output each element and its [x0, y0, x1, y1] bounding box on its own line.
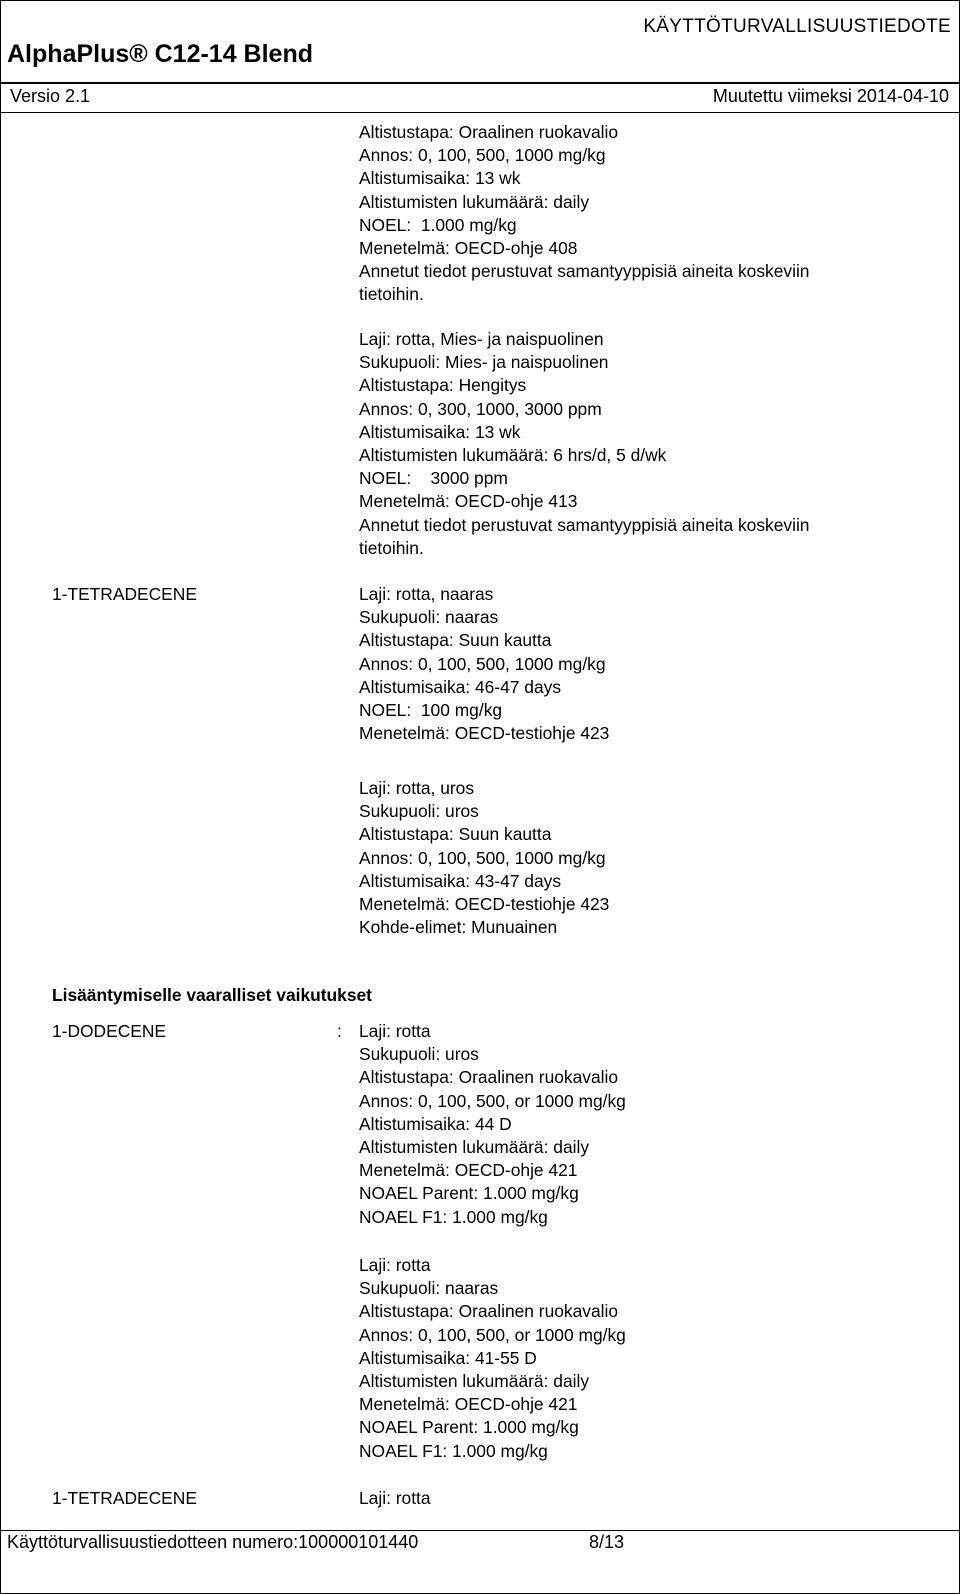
study-line: NOEL: 100 mg/kg [359, 700, 503, 721]
study-line: Annos: 0, 300, 1000, 3000 ppm [359, 398, 602, 419]
study-line: Altistumisaika: 13 wk [359, 421, 521, 442]
study-line: Sukupuoli: uros [359, 801, 479, 822]
study-line: NOEL: 3000 ppm [359, 468, 508, 489]
page-number: 8/13 [589, 1532, 625, 1552]
study-line: Altistustapa: Suun kautta [359, 630, 552, 651]
study-line: Altistustapa: Hengitys [359, 375, 527, 396]
study-line: Sukupuoli: naaras [359, 1278, 499, 1299]
study-line: Altistumisten lukumäärä: daily [359, 1371, 590, 1392]
study-line: Sukupuoli: uros [359, 1044, 479, 1065]
study-line: Annetut tiedot perustuvat samantyyppisiä aineita koskeviin [359, 514, 810, 535]
revised-date: Muutettu viimeksi 2014-04-10 [712, 86, 949, 106]
header-rule-bottom [0, 112, 960, 113]
sds-number: Käyttöturvallisuustiedotteen numero:100000101440 [7, 1532, 419, 1552]
study-line: Laji: rotta [359, 1255, 431, 1275]
study-line: Altistumisaika: 46-47 days [359, 676, 562, 697]
study-line: NOEL: 1.000 mg/kg [359, 214, 517, 235]
study-block-dodecene-male [359, 1020, 939, 1229]
document-type-title: KÄYTTÖTURVALLISUUSTIEDOTE [643, 16, 951, 37]
study-line: Sukupuoli: Mies- ja naispuolinen [359, 352, 609, 373]
section-heading-reproductive: Lisääntymiselle vaaralliset vaikutukset [52, 985, 372, 1005]
study-line: Annos: 0, 100, 500, 1000 mg/kg [359, 847, 606, 868]
study-line: tietoihin. [359, 284, 424, 305]
study-line: Menetelmä: OECD-ohje 408 [359, 238, 578, 259]
product-name: AlphaPlus® C12-14 Blend [7, 40, 313, 68]
study-line: Altistustapa: Oraalinen ruokavalio [359, 1067, 619, 1088]
study-line: Altistumisaika: 43-47 days [359, 870, 562, 891]
study-line: Menetelmä: OECD-ohje 421 [359, 1160, 578, 1181]
study-line: NOAEL Parent: 1.000 mg/kg [359, 1417, 579, 1438]
study-line: NOAEL F1: 1.000 mg/kg [359, 1206, 548, 1227]
study-line: Annos: 0, 100, 500, or 1000 mg/kg [359, 1324, 626, 1345]
study-block-tetradecene-female [359, 583, 939, 745]
study-line: Annos: 0, 100, 500, or 1000 mg/kg [359, 1090, 626, 1111]
study-line: Altistustapa: Oraalinen ruokavalio [359, 122, 619, 142]
study-line: Altistumisaika: 44 D [359, 1113, 512, 1134]
footer-rule [0, 1530, 960, 1531]
study-line: Laji: rotta, naaras [359, 584, 494, 604]
study-line: Sukupuoli: naaras [359, 607, 499, 628]
study-line: tietoihin. [359, 537, 424, 558]
study-line: NOAEL Parent: 1.000 mg/kg [359, 1183, 579, 1204]
study-line: Altistumisaika: 13 wk [359, 168, 521, 189]
study-line: Menetelmä: OECD-ohje 421 [359, 1394, 578, 1415]
study-line: NOAEL F1: 1.000 mg/kg [359, 1440, 548, 1461]
study-line: Altistumisten lukumäärä: daily [359, 1137, 590, 1158]
study-line: Altistumisaika: 41-55 D [359, 1347, 537, 1368]
study-line: Annetut tiedot perustuvat samantyyppisiä aineita koskeviin [359, 261, 810, 282]
study-block-tetradecene-male [359, 777, 939, 939]
study-line: Laji: rotta, Mies- ja naispuolinen [359, 329, 604, 349]
study-block-dodecene-female [359, 1254, 939, 1463]
study-line: Laji: rotta [359, 1488, 431, 1508]
study-block-tetradecene-repro [359, 1487, 939, 1510]
study-line: Annos: 0, 100, 500, 1000 mg/kg [359, 145, 606, 166]
header-rule [0, 82, 960, 84]
study-line: Annos: 0, 100, 500, 1000 mg/kg [359, 653, 606, 674]
study-line: Altistumisten lukumäärä: 6 hrs/d, 5 d/wk [359, 445, 667, 466]
substance-name-tetradecene-repro: 1-TETRADECENE [52, 1488, 197, 1508]
substance-name-dodecene: 1-DODECENE [52, 1021, 167, 1041]
substance-name-tetradecene: 1-TETRADECENE [52, 584, 197, 604]
version-label: Versio 2.1 [10, 86, 91, 106]
study-line: Menetelmä: OECD-ohje 413 [359, 491, 578, 512]
study-line: Laji: rotta [359, 1021, 431, 1041]
study-line: Altistumisten lukumäärä: daily [359, 191, 590, 212]
study-line: Menetelmä: OECD-testiohje 423 [359, 894, 610, 915]
study-line: Altistustapa: Suun kautta [359, 824, 552, 845]
label-colon: : [337, 1021, 342, 1041]
study-line: Kohde-elimet: Munuainen [359, 917, 558, 938]
study-block-oral-408 [359, 121, 939, 307]
study-block-inhalation-413 [359, 328, 939, 560]
study-line: Menetelmä: OECD-testiohje 423 [359, 723, 610, 744]
study-line: Altistustapa: Oraalinen ruokavalio [359, 1301, 619, 1322]
study-line: Laji: rotta, uros [359, 778, 475, 798]
